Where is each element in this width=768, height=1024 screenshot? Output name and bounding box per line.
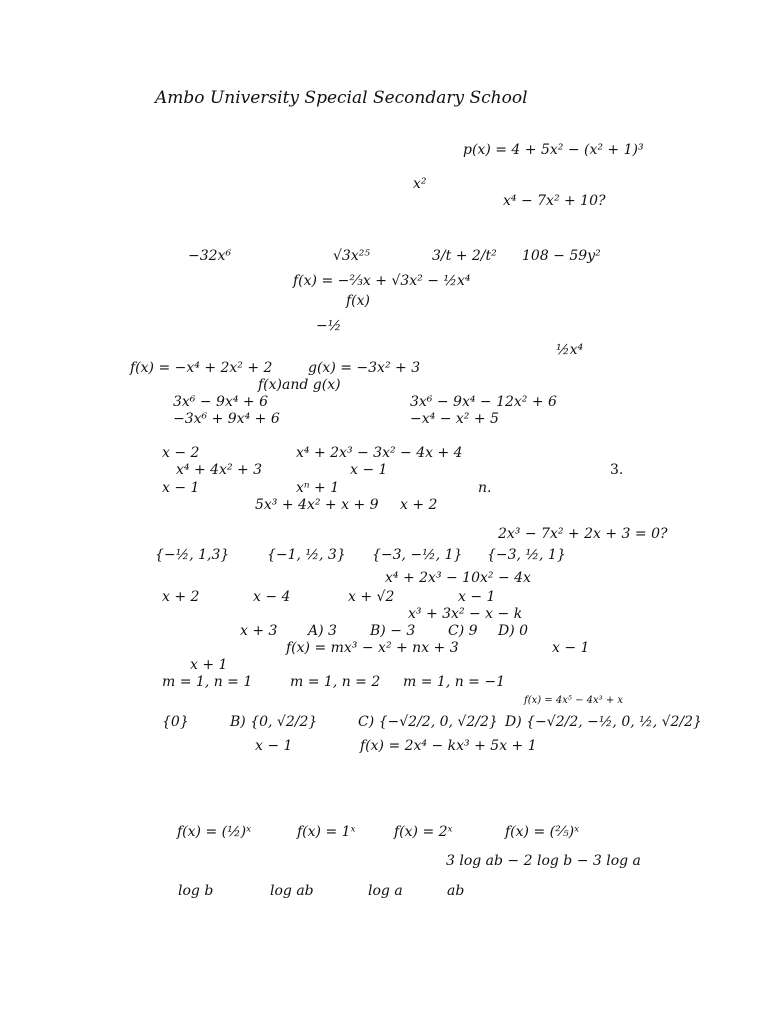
answer-choice: log ab	[270, 883, 314, 899]
answer-choice: m = 1, n = −1	[403, 674, 505, 690]
answer-choice: ab	[447, 883, 465, 899]
answer-choice: x + √2	[348, 589, 395, 605]
answer-choice: D) 0	[498, 623, 529, 639]
answer-choice: f(x) = (⅖)ˣ	[505, 824, 580, 840]
math-expression: x − 2	[162, 445, 200, 461]
answer-choice: D) {−√2/2, −½, 0, ½, √2/2}	[505, 714, 702, 730]
answer-choice: m = 1, n = 1	[162, 674, 253, 690]
math-expression: −3x⁶ + 9x⁴ + 6	[173, 411, 280, 427]
math-expression: −½	[316, 318, 342, 334]
math-expression: f(x) = mx³ − x² + nx + 3	[286, 640, 459, 656]
answer-choice: {−3, ½, 1}	[487, 547, 566, 563]
answer-choice: x + 2	[162, 589, 200, 605]
answer-choice: m = 1, n = 2	[290, 674, 381, 690]
answer-choice: B) {0, √2/2}	[230, 714, 318, 730]
answer-choice: f(x) = 2ˣ	[394, 824, 453, 840]
math-expression: −32x⁶	[188, 248, 232, 264]
answer-choice: B) − 3	[370, 623, 416, 639]
answer-choice: x − 4	[253, 589, 291, 605]
math-expression: f(x)	[346, 293, 371, 309]
math-expression: x + 1	[190, 657, 228, 673]
math-expression: x³ + 3x² − x − k	[408, 606, 523, 622]
document-title: Ambo University Special Secondary School	[155, 88, 528, 108]
math-expression: 5x³ + 4x² + x + 9	[255, 497, 379, 513]
math-expression: 3/t + 2/t²	[432, 248, 497, 264]
answer-choice: A) 3	[308, 623, 337, 639]
math-expression: f(x) = −x⁴ + 2x² + 2	[130, 360, 273, 376]
math-expression: x⁴ + 4x² + 3	[176, 462, 263, 478]
math-expression: 2x³ − 7x² + 2x + 3 = 0?	[498, 526, 668, 542]
answer-choice: f(x) = (½)ˣ	[177, 824, 252, 840]
math-expression: x − 1	[162, 480, 200, 496]
math-expression: x − 1	[350, 462, 388, 478]
math-expression: p(x) = 4 + 5x² − (x² + 1)³	[463, 142, 644, 158]
math-expression: x⁴ + 2x³ − 3x² − 4x + 4	[296, 445, 463, 461]
math-expression: ½x⁴	[556, 342, 584, 358]
math-expression: x⁴ + 2x³ − 10x² − 4x	[385, 570, 531, 586]
math-expression: xⁿ + 1	[296, 480, 340, 496]
math-expression: √3x²⁵	[333, 248, 370, 264]
math-expression: x⁴ − 7x² + 10?	[503, 193, 606, 209]
answer-choice: {−3, −½, 1}	[372, 547, 463, 563]
math-expression: −x⁴ − x² + 5	[410, 411, 499, 427]
math-expression: f(x)and g(x)	[258, 377, 341, 393]
math-expression: 3x⁶ − 9x⁴ + 6	[173, 394, 268, 410]
math-expression: x − 1	[255, 738, 293, 754]
math-expression: f(x) = 4x⁵ − 4x³ + x	[524, 695, 624, 706]
answer-choice: log b	[178, 883, 214, 899]
answer-choice: {0}	[162, 714, 189, 730]
answer-choice: C) 9	[448, 623, 478, 639]
answer-choice: x − 1	[458, 589, 496, 605]
question-number: 3.	[610, 462, 624, 478]
math-expression: x²	[413, 176, 427, 192]
math-expression: x − 1	[552, 640, 590, 656]
math-expression: 3x⁶ − 9x⁴ − 12x² + 6	[410, 394, 557, 410]
answer-choice: f(x) = 1ˣ	[297, 824, 356, 840]
answer-choice: C) {−√2/2, 0, √2/2}	[358, 714, 498, 730]
math-expression: f(x) = 2x⁴ − kx³ + 5x + 1	[360, 738, 537, 754]
answer-choice: {−½, 1,3}	[155, 547, 230, 563]
math-expression: x + 3	[240, 623, 278, 639]
answer-choice: log a	[368, 883, 403, 899]
math-expression: g(x) = −3x² + 3	[308, 360, 421, 376]
math-expression: 108 − 59y²	[522, 248, 601, 264]
math-expression: f(x) = −⅔x + √3x² − ½x⁴	[293, 273, 471, 289]
answer-choice: {−1, ½, 3}	[267, 547, 346, 563]
math-expression: 3 log ab − 2 log b − 3 log a	[446, 853, 641, 869]
math-expression: n.	[478, 480, 492, 496]
math-expression: x + 2	[400, 497, 438, 513]
